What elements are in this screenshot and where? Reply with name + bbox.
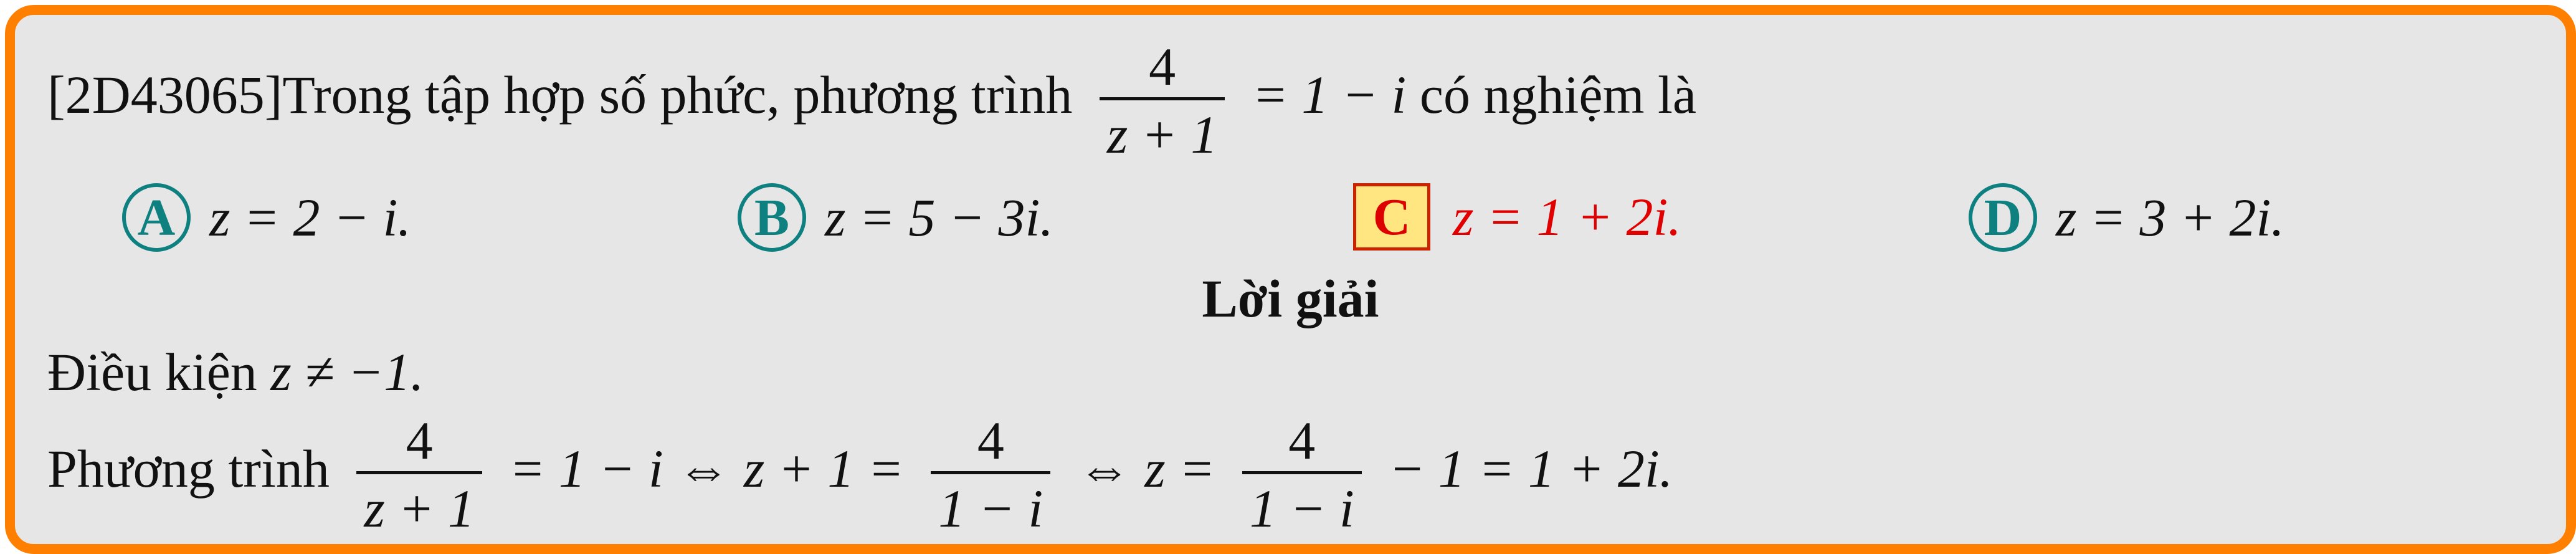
option-a[interactable] <box>122 183 411 252</box>
option-c-text: z = 1 + 2i. <box>1453 187 1681 247</box>
fraction-1-numerator: 4 <box>406 411 433 470</box>
solution-heading: Lời giải <box>1202 269 1379 328</box>
equation-fraction-3 <box>1242 411 1362 538</box>
fraction-3-numerator: 4 <box>1288 411 1316 470</box>
option-c-badge: C <box>1353 183 1430 251</box>
equation-part-2: ⇔ z = <box>1077 439 1215 499</box>
question-card <box>5 5 2576 554</box>
option-b-text: z = 5 − 3i. <box>825 188 1053 247</box>
equation-part-3: − 1 = 1 + 2i. <box>1389 439 1673 499</box>
question-prefix: [2D43065]Trong tập hợp số phức, phương trình <box>47 65 1073 125</box>
option-d-text: z = 3 + 2i. <box>2056 188 2284 247</box>
question-suffix: có nghiệm là <box>1419 65 1697 125</box>
fraction-2-numerator: 4 <box>977 411 1004 470</box>
option-d[interactable] <box>1969 183 2284 252</box>
question-line <box>47 37 1697 165</box>
question-rhs: = 1 − i <box>1252 65 1407 125</box>
fraction-2-denominator: 1 − i <box>931 471 1050 535</box>
question-fraction <box>1100 37 1225 165</box>
equation-prefix: Phương trình <box>47 439 330 499</box>
option-a-text: z = 2 − i. <box>209 188 411 247</box>
equation-fraction-2 <box>931 411 1050 538</box>
option-b-badge: B <box>738 183 806 252</box>
fraction-numerator: 4 <box>1149 37 1176 97</box>
condition-math: z ≠ −1. <box>270 342 424 402</box>
fraction-denominator: z + 1 <box>1100 97 1225 161</box>
condition-line <box>47 342 424 402</box>
option-d-badge: D <box>1969 183 2037 252</box>
equation-part-1: = 1 − i ⇔ z + 1 = <box>509 439 904 499</box>
fraction-1-denominator: z + 1 <box>356 471 482 535</box>
answer-options <box>15 183 2566 252</box>
option-c[interactable] <box>1353 183 1681 251</box>
condition-prefix: Điều kiện <box>47 342 257 402</box>
option-b[interactable] <box>738 183 1053 252</box>
option-a-badge: A <box>122 183 191 252</box>
equation-fraction-1 <box>356 411 482 538</box>
fraction-3-denominator: 1 − i <box>1242 471 1362 535</box>
equation-line <box>47 411 1673 538</box>
